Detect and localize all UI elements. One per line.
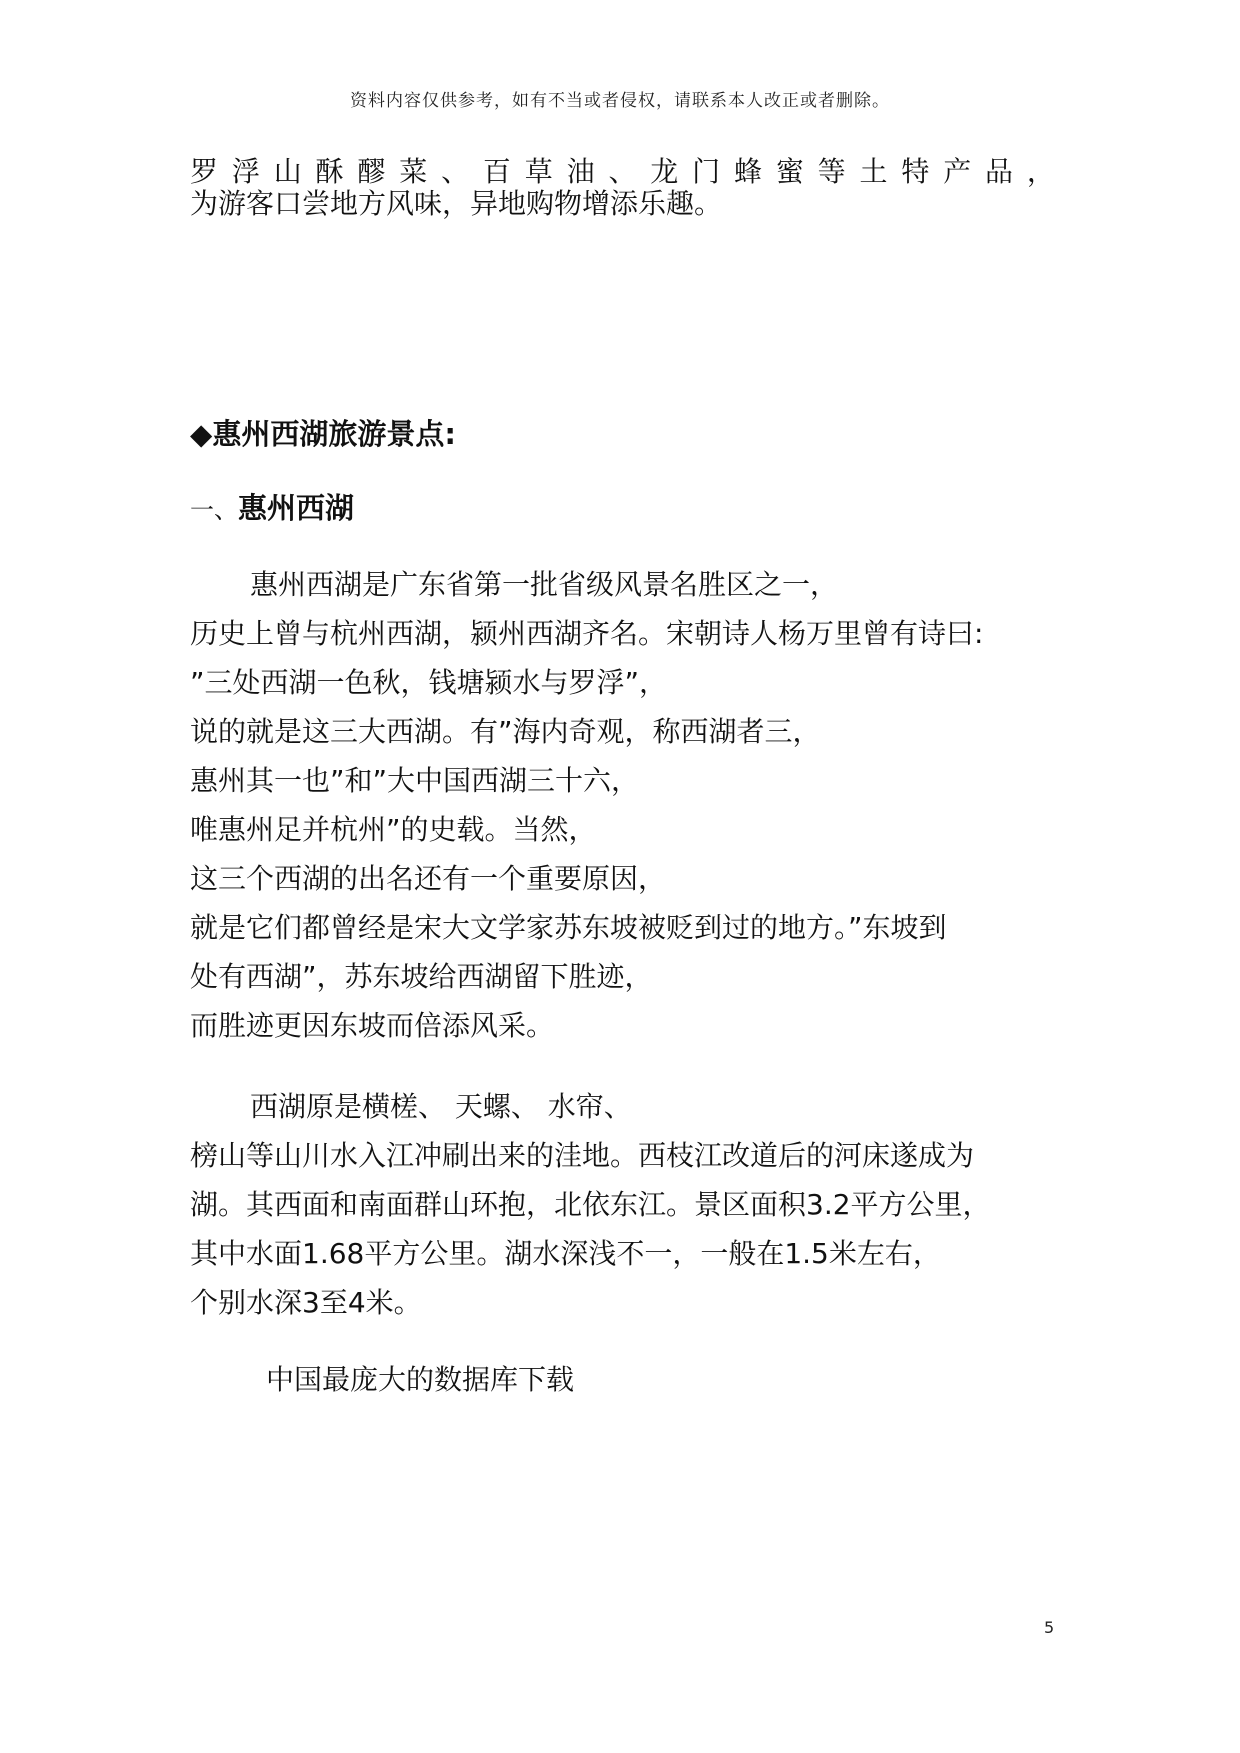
intro-line-2: 为游客口尝地方风味，异地购物增添乐趣。 — [190, 187, 723, 220]
intro-line-1-char: 油 — [566, 155, 595, 188]
intro-line-1-char: 百 — [482, 155, 511, 188]
paragraph2-line: 其中水面1.68平方公里。湖水深浅不一，一般在1.5米左右， — [190, 1237, 941, 1270]
intro-line-1-char: 等 — [817, 155, 846, 188]
disclaimer-header: 资料内容仅供参考，如有不当或者侵权，请联系本人改正或者删除。 — [350, 91, 890, 111]
intro-line-1-char: ， — [1026, 155, 1055, 188]
paragraph1-line: 说的就是这三大西湖。有”海内奇观，称西湖者三， — [190, 715, 821, 748]
paragraph2-line: 榜山等山川水入江冲刷出来的洼地。西枝江改道后的河床遂成为 — [190, 1139, 975, 1172]
section-heading — [190, 414, 456, 454]
paragraph2-line: 个别水深3至4米。 — [190, 1286, 422, 1319]
paragraph1-line: 历史上曾与杭州西湖，颍州西湖齐名。宋朝诗人杨万里曾有诗曰: — [190, 617, 984, 650]
intro-line-1-char: 草 — [524, 155, 553, 188]
paragraph2-line: 西湖原是横槎、 天螺、 水帘、 — [250, 1090, 632, 1123]
subsection-title-text: 惠州西湖 — [238, 491, 355, 525]
paragraph1-line: 惠州其一也”和”大中国西湖三十六， — [190, 764, 640, 797]
intro-line-1-char: 、 — [441, 155, 470, 188]
intro-line-1-char: 蜜 — [775, 155, 804, 188]
intro-line-1-char: 浮 — [231, 155, 260, 188]
paragraph1-line: 这三个西湖的出名还有一个重要原因， — [190, 862, 667, 895]
section-heading-text: 惠州西湖旅游景点: — [212, 417, 456, 451]
paragraph1-line: 唯惠州足并杭州”的史载。当然， — [190, 813, 597, 846]
footer-line: 中国最庞大的数据库下载 — [266, 1363, 575, 1396]
diamond-bullet-icon: ◆ — [190, 417, 213, 451]
intro-line-1-char: 醪 — [357, 155, 386, 188]
intro-line-1-char: 龙 — [650, 155, 679, 188]
intro-line-1-char: 酥 — [315, 155, 344, 188]
subsection-title — [190, 488, 354, 530]
paragraph1-line: 惠州西湖是广东省第一批省级风景名胜区之一， — [250, 568, 839, 601]
paragraph2-line: 湖。其西面和南面群山环抱，北依东江。景区面积3.2平方公里， — [190, 1188, 991, 1221]
intro-line-1-char: 罗 — [190, 155, 219, 188]
paragraph1-line: 处有西湖”，苏东坡给西湖留下胜迹， — [190, 960, 653, 993]
intro-line-1-char: 、 — [608, 155, 637, 188]
paragraph1-line: 就是它们都曾经是宋大文学家苏东坡被贬到过的地方。”东坡到 — [190, 911, 947, 944]
intro-line-1-char: 山 — [273, 155, 302, 188]
paragraph1-line: ”三处西湖一色秋，钱塘颍水与罗浮”， — [190, 666, 668, 699]
intro-line-1-char: 蜂 — [733, 155, 762, 188]
intro-line-1-char: 菜 — [399, 155, 428, 188]
intro-line-1-char: 特 — [901, 155, 930, 188]
intro-line-1-char: 土 — [859, 155, 888, 188]
subsection-number: 一、 — [190, 496, 238, 524]
intro-line-1-char: 产 — [943, 155, 972, 188]
intro-line-1-char: 门 — [692, 155, 721, 188]
intro-line-1-char: 品 — [985, 155, 1014, 188]
page-number: 5 — [1044, 1618, 1055, 1637]
paragraph1-line: 而胜迹更因东坡而倍添风采。 — [190, 1009, 555, 1042]
